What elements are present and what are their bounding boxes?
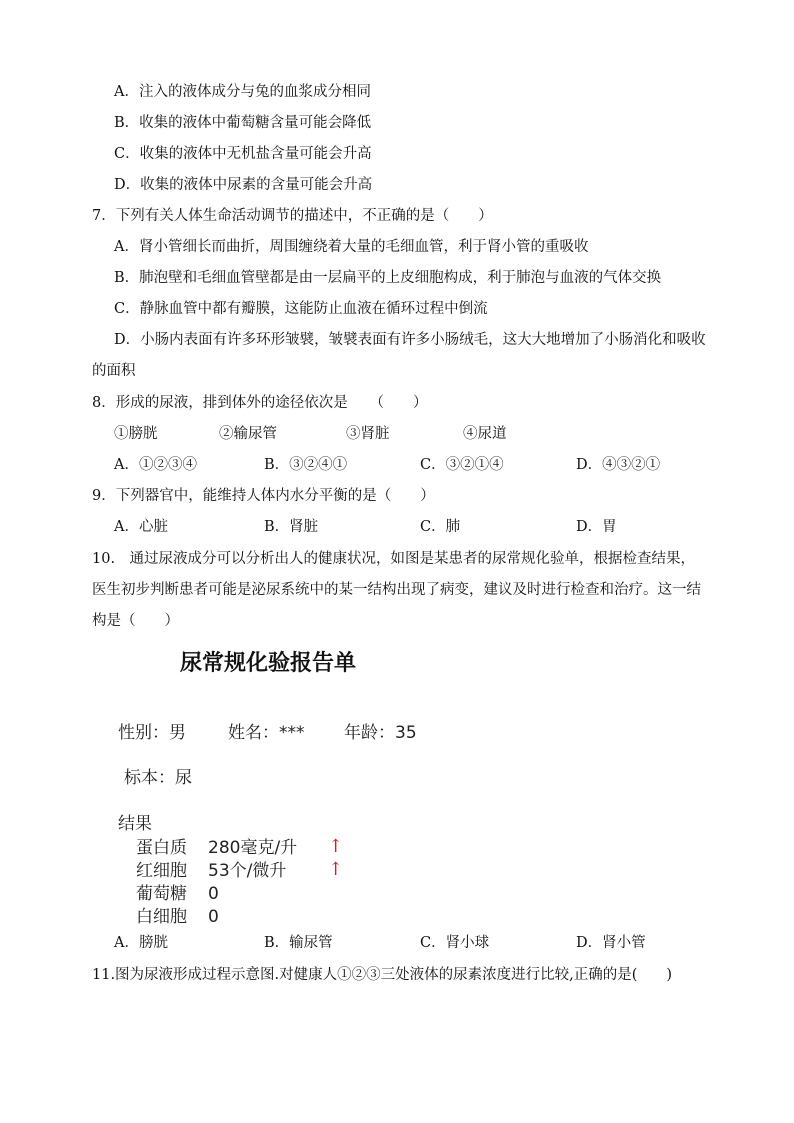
q11-stem: 11.图为尿液形成过程示意图.对健康人①②③三处液体的尿素浓度进行比较,正确的是( )	[92, 967, 673, 983]
q7-option-b: B．肺泡壁和毛细血管壁都是由一层扁平的上皮细胞构成，利于肺泡与血液的气体交换	[114, 270, 662, 286]
q7-option-a: A．肾小管细长而曲折，周围缠绕着大量的毛细血管，利于肾小管的重吸收	[114, 239, 589, 255]
q9-option-a: A．心脏	[114, 519, 168, 535]
q9-option-d: D．胃	[576, 519, 617, 535]
report-row-value: 0	[208, 907, 219, 927]
report-result-label: 结果	[118, 814, 152, 834]
q6-option-d: D．收集的液体中尿素的含量可能会升高	[114, 177, 373, 193]
report-name: 姓名：***	[228, 723, 305, 743]
q9-stem: 9．下列器官中，能维持人体内水分平衡的是（ ）	[92, 488, 435, 504]
q10-option-a: A．膀胱	[114, 935, 168, 951]
q8-option-a: A．①②③④	[114, 457, 197, 473]
up-arrow-icon: ↑	[328, 859, 344, 880]
report-row-value: 53个/微升	[208, 861, 287, 881]
report-age: 年龄：35	[344, 723, 417, 743]
report-row-item: 白细胞	[136, 907, 187, 927]
q7-stem: 7．下列有关人体生命活动调节的描述中，不正确的是（ ）	[92, 208, 493, 224]
q8-item-1: ①膀胱	[114, 426, 158, 442]
report-row-value: 0	[208, 884, 219, 904]
report-title: 尿常规化验报告单	[180, 651, 357, 676]
q7-option-c: C．静脉血管中都有瓣膜，这能防止血液在循环过程中倒流	[114, 301, 488, 317]
q8-item-2: ②输尿管	[219, 426, 277, 442]
report-specimen: 标本：尿	[124, 768, 192, 788]
q7-option-d-continuation: 的面积	[92, 363, 136, 379]
report-row-item: 蛋白质	[136, 838, 187, 858]
report-gender: 性别：男	[118, 723, 186, 743]
report-row-item: 红细胞	[136, 861, 187, 881]
q10-option-c: C．肾小球	[420, 935, 490, 951]
q8-option-d: D．④③②①	[576, 457, 661, 473]
q8-option-b: B．③②④①	[264, 457, 348, 473]
report-row-value: 280毫克/升	[208, 838, 298, 858]
q10-stem-line-2: 医生初步判断患者可能是泌尿系统中的某一结构出现了病变，建议及时进行检查和治疗。这一结	[92, 582, 701, 598]
report-row-item: 葡萄糖	[136, 884, 187, 904]
q8-item-4: ④尿道	[463, 426, 507, 442]
q6-option-a: A．注入的液体成分与兔的血浆成分相同	[114, 84, 371, 100]
up-arrow-icon: ↑	[328, 836, 344, 857]
q10-stem-line-3: 构是（ ）	[92, 613, 179, 629]
q10-stem-line-1: 10. 通过尿液成分可以分析出人的健康状况，如图是某患者的尿常规化验单，根据检查结果，	[92, 551, 696, 567]
q9-option-c: C．肺	[420, 519, 461, 535]
q7-option-d: D．小肠内表面有许多环形皱襞，皱襞表面有许多小肠绒毛，这大大地增加了小肠消化和吸收	[114, 332, 706, 348]
q9-option-b: B．肾脏	[264, 519, 319, 535]
q10-option-d: D．肾小管	[576, 935, 646, 951]
q6-option-b: B．收集的液体中葡萄糖含量可能会降低	[114, 115, 372, 131]
q6-option-c: C．收集的液体中无机盐含量可能会升高	[114, 146, 372, 162]
q8-item-3: ③肾脏	[346, 426, 390, 442]
q10-option-b: B．输尿管	[264, 935, 333, 951]
q8-stem: 8．形成的尿液，排到体外的途径依次是 （ ）	[92, 395, 428, 411]
q8-option-c: C．③②①④	[420, 457, 504, 473]
